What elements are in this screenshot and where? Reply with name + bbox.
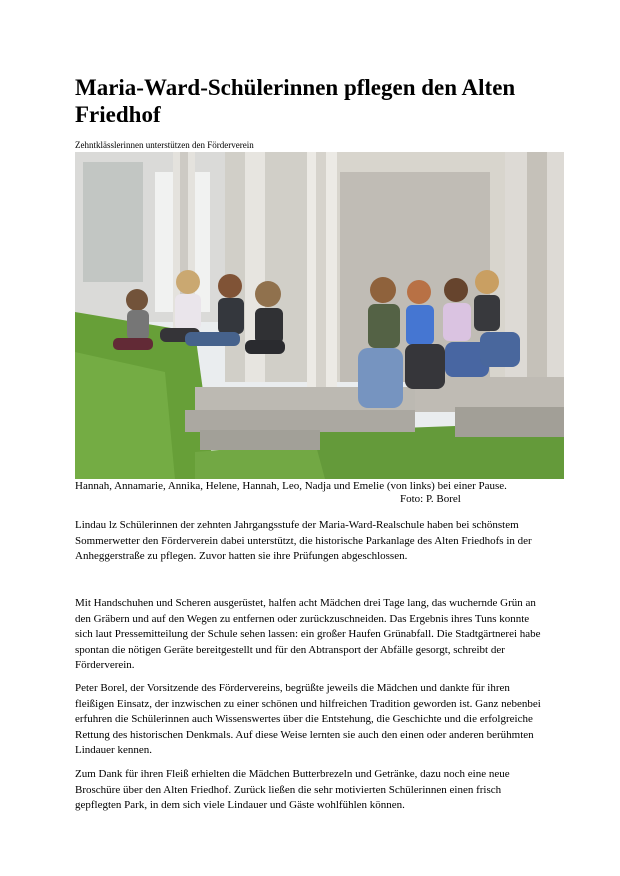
article-paragraph: Peter Borel, der Vorsitzende des Fördervereins, begrüßte jeweils die Mädchen und dankte für ihren fleißigen Einsatz, der inzwischen zu einer schönen und hilfreichen Tradition geworden ist. Ganz nebenbei erfuhren die Schülerinnen auch Wissenswertes über die Entstehung, die Geschichte und die erfolgreiche Rettung des historischen Denkmals. Auf diese Weise lernten sie auch den einen oder anderen berühmten Lindauer kennen. [75,682,541,756]
photo-illustration [75,152,564,479]
article-paragraph: Lindau lz Schülerinnen der zehnten Jahrgangsstufe der Maria-Ward-Realschule haben bei schönstem Sommerwetter den Förderverein dabei unterstützt, die historische Parkanlage des Alten Friedhofs in der Anheggerstraße zu pflegen. Zuvor hatten sie ihre Prüfungen abgeschlossen. [75,519,532,562]
article-photo [75,152,564,479]
article-headline: Maria-Ward-Schülerinnen pflegen den Alten Friedhof [75,75,516,127]
article-paragraph: Zum Dank für ihren Fleiß erhielten die Mädchen Butterbrezeln und Getränke, dazu noch eine neue Broschüre über den Alten Friedhof. Zurück ließen die sehr motivierten Schülerinnen einen frisch gepflegten Park, in dem sich viele Lindauer und Gäste wohlfühlen können. [75,768,510,811]
article-paragraph: Mit Handschuhen und Scheren ausgerüstet, halfen acht Mädchen drei Tage lang, das wuchernde Grün an den Gräbern und auf den Wegen zu entfernen oder zurückzuschneiden. Das Ergebnis ihres Tuns konnte sich laut Pressemitteilung der Schule sehen lassen: ein großer Haufen Grünabfall. Die Stadtgärtnerei habe spontan die nötigen Geräte bereitgestellt und für den Abtransport der Abfälle gesorgt, schreibt der Förderverein. [75,597,541,671]
photo-caption [75,480,565,505]
caption-text: Hannah, Annamarie, Annika, Helene, Hannah, Leo, Nadja und Emelie (von links) bei einer Pause. [75,480,507,492]
article-subheadline: Zehntklässlerinnen unterstützen den Förderverein [75,140,254,150]
photo-credit: Foto: P. Borel [400,493,461,505]
